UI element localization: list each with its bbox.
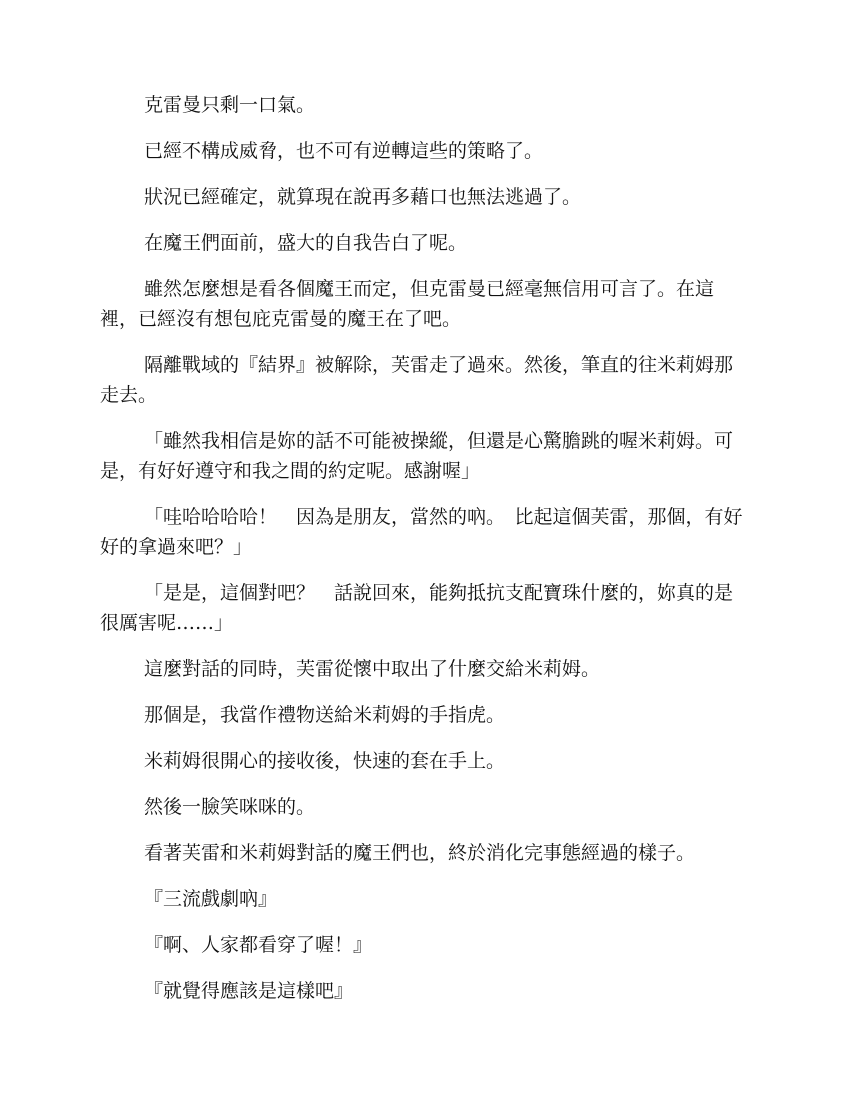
paragraph: 米莉姆很開心的接收後，快速的套在手上。: [144, 750, 506, 772]
paragraph: 這麼對話的同時，芙雷從懷中取出了什麼交給米莉姆。: [144, 658, 601, 680]
paragraph: 「是是，這個對吧？ 話說回來，能夠抵抗支配寶珠什麼的，妳真的是很厲害呢……」: [100, 582, 734, 634]
paragraph: 隔離戰域的『結界』被解除，芙雷走了過來。然後，筆直的往米莉姆那走去。: [100, 354, 734, 406]
document-body: [100, 90, 750, 1022]
paragraph: 『啊、人家都看穿了喔！』: [144, 934, 373, 956]
paragraph: 『三流戲劇吶』: [144, 888, 278, 910]
paragraph: 雖然怎麼想是看各個魔王而定，但克雷曼已經毫無信用可言了。在這裡，已經沒有想包庇克雷曼的魔王在了吧。: [100, 278, 715, 330]
paragraph: 已經不構成威脅，也不可有逆轉這些的策略了。: [144, 140, 544, 162]
paragraph: 克雷曼只剩一口氣。: [144, 94, 316, 116]
paragraph: 看著芙雷和米莉姆對話的魔王們也，終於消化完事態經過的樣子。: [144, 842, 696, 864]
paragraph: 「哇哈哈哈哈！ 因為是朋友，當然的吶。 比起這個芙雷，那個，有好好的拿過來吧？」: [100, 506, 743, 558]
paragraph: 『就覺得應該是這樣吧』: [144, 980, 354, 1002]
paragraph: 那個是，我當作禮物送給米莉姆的手指虎。: [144, 704, 506, 726]
paragraph: 狀況已經確定，就算現在說再多藉口也無法逃過了。: [144, 186, 582, 208]
paragraph: 「雖然我相信是妳的話不可能被操縱，但還是心驚膽跳的喔米莉姆。可是，有好好遵守和我之間的約定呢。感謝喔」: [100, 430, 734, 482]
paragraph: 然後一臉笑咪咪的。: [144, 796, 316, 818]
paragraph: 在魔王們面前，盛大的自我告白了呢。: [144, 232, 468, 254]
